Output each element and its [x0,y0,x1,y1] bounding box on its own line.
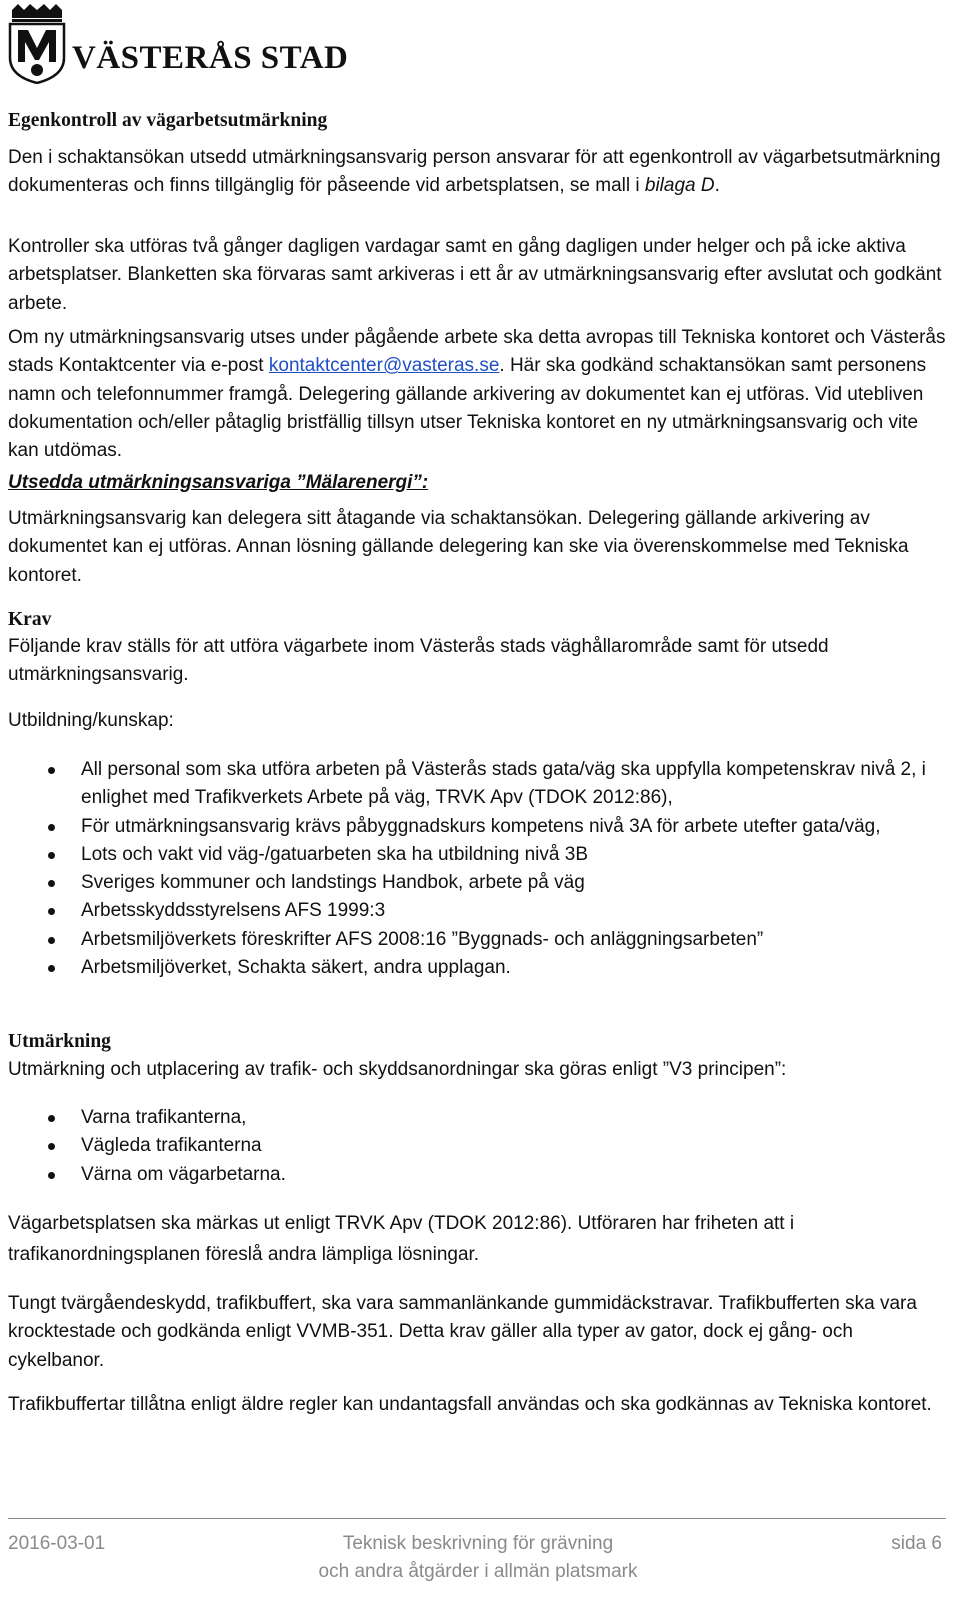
bullet-icon [48,1143,55,1150]
bullet-icon [48,965,55,972]
list-item: Arbetsskyddsstyrelsens AFS 1999:3 [8,897,946,925]
list-item: Sveriges kommuner och landstings Handbok, arbete på väg [8,869,946,897]
email-link[interactable]: kontaktcenter@vasteras.se [268,355,500,377]
list-item: Vägleda trafikanterna [8,1132,946,1160]
paragraph: Den i schaktansökan utsedd utmärkningsansvarig person ansvarar för att egenkontroll av vägarbetsutmärkning dokumenteras och finns tillgänglig för påseende vid arbetsplatsen, se mall i bilaga D. [8,147,941,197]
bullet-icon [48,852,55,859]
document-page [4,0,954,1622]
paragraph: Utmärkningsansvarig kan delegera sitt åtagande via schaktansökan. Delegering gällande arkivering av dokumentet kan ej utföras. Annan lösning gällande delegering kan ske via överenskommelse med Tekniska kontoret. [8,508,909,586]
footer-document-title: Teknisk beskrivning för grävning och andra åtgärder i allmän platsmark [318,1533,638,1582]
paragraph: Trafikbuffertar tillåtna enligt äldre regler kan undantagsfall användas och ska godkännas av Tekniska kontoret. [8,1394,932,1415]
bullet-icon [48,1172,55,1179]
list-item: Arbetsmiljöverket, Schakta säkert, andra upplagan. [8,954,946,982]
v3-principles-list [8,1104,946,1189]
section-heading-utmarkning: Utmärkning [8,1031,111,1052]
list-item: Arbetsmiljöverkets föreskrifter AFS 2008:16 ”Byggnads- och anläggningsarbeten” [8,926,946,954]
page-footer [8,1518,946,1619]
section-heading-egenkontroll: Egenkontroll av vägarbetsutmärkning [8,110,328,131]
vasteras-logo [8,4,349,86]
paragraph: Utmärkning och utplacering av trafik- och skyddsanordningar ska göras enligt ”V3 principen”: [8,1059,787,1080]
paragraph: Följande krav ställs för att utföra vägarbete inom Västerås stads väghållarområde samt för utsedd utmärkningsansvarig. [8,636,829,686]
bullet-icon [48,908,55,915]
requirements-list [8,756,946,982]
footer-date: 2016-03-01 [8,1533,106,1554]
bullet-icon [48,824,55,831]
list-item: Värna om vägarbetarna. [8,1161,946,1189]
paragraph: Tungt tvärgåendeskydd, trafikbuffert, ska vara sammanlänkande gummidäckstravar. Trafikbufferten ska vara krocktestade och godkända enligt VVMB-351. Detta krav gäller alla typer av gator, dock ej gång- och cykelbanor. [8,1293,917,1371]
bullet-icon [48,1115,55,1122]
paragraph: Vägarbetsplatsen ska märkas ut enligt TRVK Apv (TDOK 2012:86). Utföraren har friheten att i trafikanordningsplanen föreslå andra lämpliga lösningar. [8,1213,795,1265]
footer-page-number: sida 6 [891,1533,942,1554]
bullet-icon [48,937,55,944]
list-item: Lots och vakt vid väg-/gatuarbeten ska ha utbildning nivå 3B [8,841,946,869]
sub-label: Utbildning/kunskap: [8,710,174,731]
logo-wordmark: VÄSTERÅS STAD [72,40,349,76]
paragraph: Om ny utmärkningsansvarig utses under pågående arbete ska detta avropas till Tekniska kontoret och Västerås stads Kontaktcenter via e-post kontaktcenter@vasteras.se. Här ska godkänd schaktansökan samt personens namn och telefonnummer framgå. Delegering gällande arkivering av dokumentet kan ej utföras. Vid utebliven dokumentation och/eller påtaglig bristfällig tillsyn utser Tekniska kontoret en ny utmärkningsansvarig och vite kan utdömas. [8,327,946,462]
section-heading-utsedda: Utsedda utmärkningsansvariga ”Mälarenergi”: [8,472,429,493]
list-item: För utmärkningsansvarig krävs påbyggnadskurs kompetens nivå 3A för arbete utefter gata/väg, [8,813,946,841]
list-item: All personal som ska utföra arbeten på Västerås stads gata/väg ska uppfylla kompetenskrav nivå 2, i enlighet med Trafikverkets Arbete på väg, TRVK Apv (TDOK 2012:86), [8,756,946,813]
paragraph: Kontroller ska utföras två gånger dagligen vardagar samt en gång dagligen under helger och på icke aktiva arbetsplatser. Blanketten ska förvaras samt arkiveras i ett år av utmärkningsansvarig efter avslutat och godkänt arbete. [8,236,942,314]
bullet-icon [48,767,55,774]
bullet-icon [48,880,55,887]
coat-of-arms-icon [8,4,66,84]
list-item: Varna trafikanterna, [8,1104,946,1132]
section-heading-krav: Krav [8,609,52,630]
